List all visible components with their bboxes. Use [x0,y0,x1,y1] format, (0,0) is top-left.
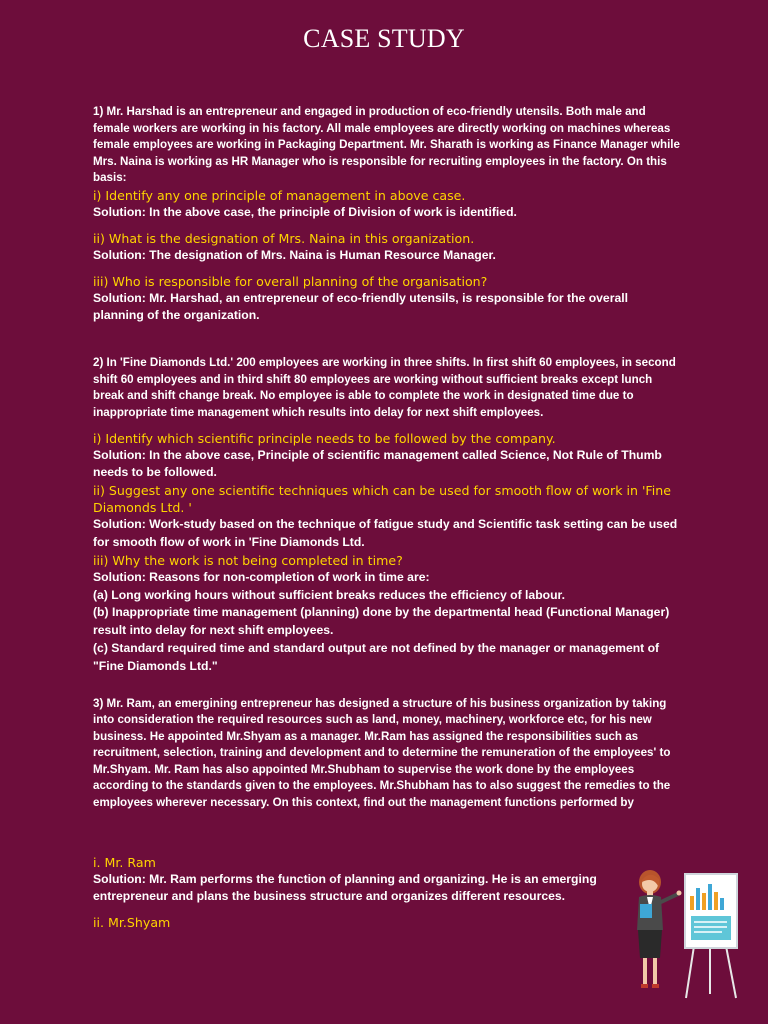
case-3-text: 3) Mr. Ram, an emergining entrepreneur has designed a structure of his business organization by taking into consideration the required resources such as land, money, machinery, workforce etc, for his new business. He appointed Mr.Shyam as a manager. Mr.Ram has assigned the responsibilities such as recruitment, selection, training and development and to determine the remuneration of the employees' to Mr.Shyam. Mr. Ram has also appointed Mr.Shubham to supervise the work done by the employees according to the standards given to the employees. Mr.Shubham has to also suggest the remedies to the employees wherever necessary. On this context, find out the management functions performed by [93,696,671,810]
case-2-solution-1: Solution: In the above case, Principle of scientific management called Science, Not Rule of Thumb needs to be followed. [93,447,662,480]
case-2-reason-a: (a) Long working hours without sufficient breaks reduces the efficiency of labour. [93,587,565,602]
case-3-solution-1: Solution: Mr. Ram performs the function of planning and organizing. He is an emerging entrepreneur and plans the business structure and organizes different resources. [93,871,597,904]
case-1-solution-2: Solution: The designation of Mrs. Naina is Human Resource Manager. [93,247,496,262]
case-2-reason-b: (b) Inappropriate time management (planning) done by the departmental head (Functional Manager) result into delay for next shift employees. [93,605,670,638]
case-1-question-2: ii) What is the designation of Mrs. Naina in this organization. [93,230,475,246]
case-2-solution-2: Solution: Work-study based on the technique of fatigue study and Scientific task setting can be used for smooth flow of work in 'Fine Diamonds Ltd. [93,517,678,549]
page-title: CASE STUDY [303,24,465,53]
case-study-content [93,104,681,931]
presenter-with-chart-board-icon [628,866,746,1000]
chart-board-icon [685,874,737,998]
case-2-reason-c: (c) Standard required time and standard output are not defined by the manager or management of "Fine Diamonds Ltd." [93,640,660,673]
presenter-woman-icon [637,870,682,988]
case-1-question-1: i) Identify any one principle of management in above case. [93,187,466,203]
case-3-question-2: ii. Mr.Shyam [93,915,171,931]
case-1-solution-3: Solution: Mr. Harshad, an entrepreneur of eco-friendly utensils, is responsible for the overall planning of the organization. [93,290,629,323]
case-2-question-3: iii) Why the work is not being completed in time? [93,552,403,568]
case-1-question-3: iii) Who is responsible for overall planning of the organisation? [93,273,488,289]
case-2-solution-3: Solution: Reasons for non-completion of work in time are: [93,569,430,584]
case-1-solution-1: Solution: In the above case, the principle of Division of work is identified. [93,204,517,219]
case-3-question-1: i. Mr. Ram [93,854,156,870]
case-1-text: 1) Mr. Harshad is an entrepreneur and engaged in production of eco-friendly utensils. Both male and female workers are working in his factory. All male employees are directly working on machines whereas female employees are working in Packaging Department. Mr. Sharath is working as Finance Manager while Mrs. Naina is working as HR Manager who is responsible for recruiting employees in the factory. On this basis: [93,105,680,185]
case-2-question-2: ii) Suggest any one scientific techniques which can be used for smooth flow of work in 'Fine Diamonds Ltd. ' [93,483,671,516]
case-2-question-1: i) Identify which scientific principle needs to be followed by the company. [93,430,556,446]
case-2-text: 2) In 'Fine Diamonds Ltd.' 200 employees are working in three shifts. In first shift 60 employees, in second shift 60 employees and in third shift 80 employees are working without sufficient breaks except lunch break and shift change break. No employee is able to complete the work in designated time due to inappropriate time management which results into delay for next shift employees. [93,356,676,419]
